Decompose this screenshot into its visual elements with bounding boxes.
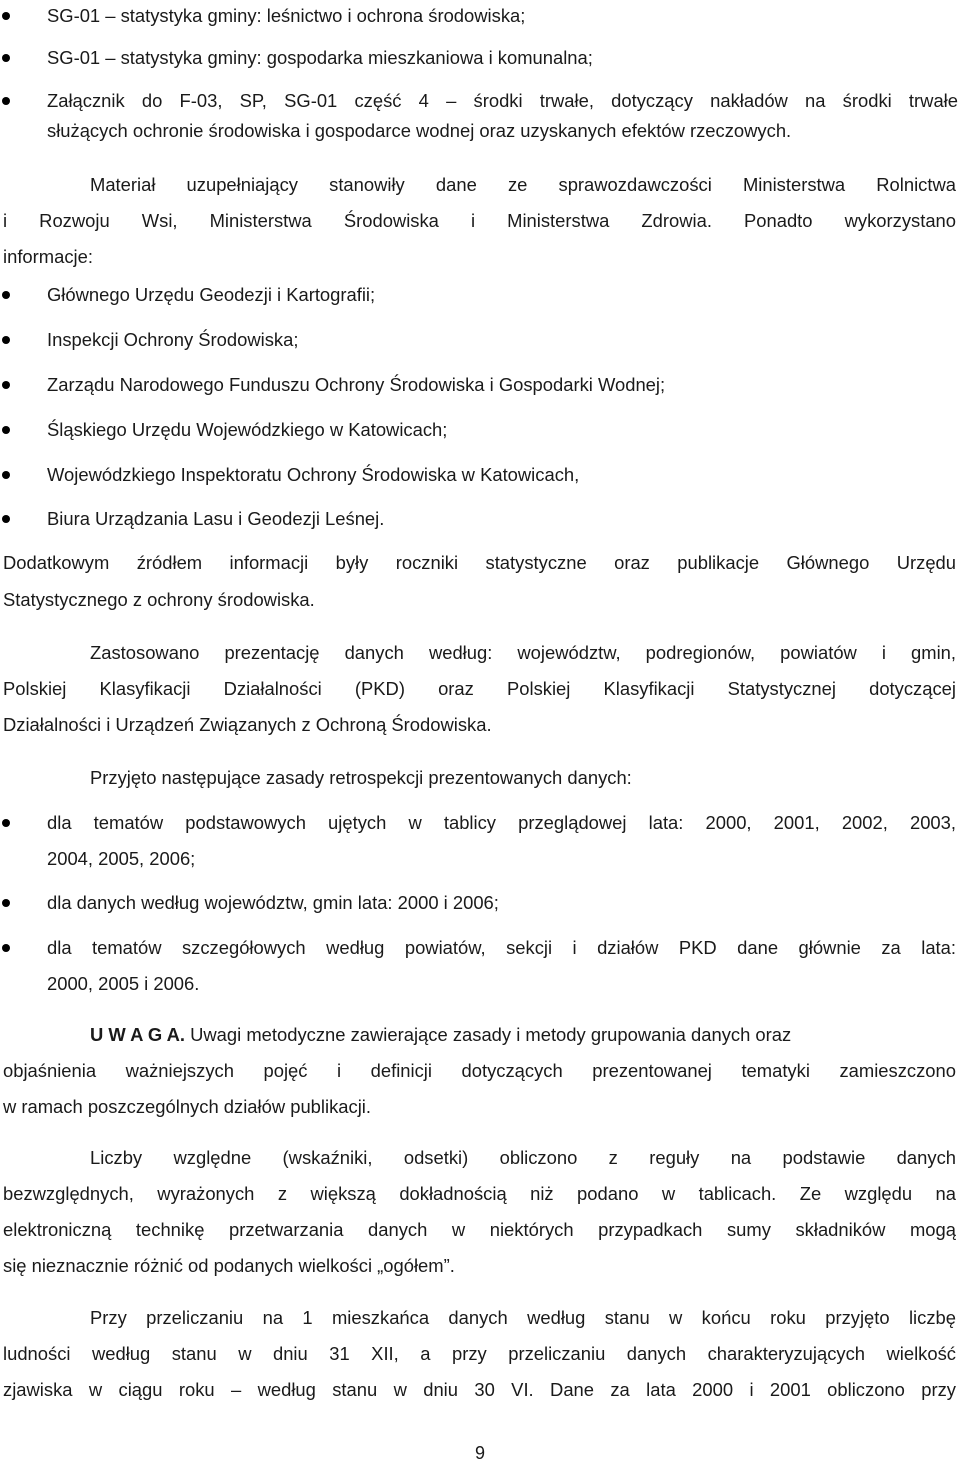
bullet-dot [2, 515, 10, 523]
paragraph-line: objaśnienia ważniejszych pojęć i definicji dotyczących prezentowanej tematyki zamieszczono [3, 1060, 956, 1081]
paragraph-line: elektroniczną technikę przetwarzania danych w niektórych przypadkach sumy składników mogą [3, 1219, 956, 1240]
retro-item: dla tematów podstawowych ujętych w tablicy przeglądowej lata: 2000, 2001, 2002, 2003, [47, 812, 956, 833]
bullet-dot [2, 426, 10, 434]
bullet-dot [2, 12, 10, 20]
page-number: 9 [474, 1443, 485, 1463]
bullet-dot [2, 471, 10, 479]
bullet-text: SG-01 – statystyka gminy: leśnictwo i ochrona środowiska; [47, 5, 526, 26]
bullet-dot [2, 944, 10, 952]
paragraph-line: Statystycznego z ochrony środowiska. [3, 589, 315, 610]
retro-item: dla tematów szczegółowych według powiatów, sekcji i działów PKD dane głównie za lata: [47, 937, 956, 958]
bullet-text: SG-01 – statystyka gminy: gospodarka mieszkaniowa i komunalna; [47, 47, 593, 68]
retro-item: dla danych według województw, gmin lata: 2000 i 2006; [47, 892, 499, 913]
paragraph-line: i Rozwoju Wsi, Ministerstwa Środowiska i Ministerstwa Zdrowia. Ponadto wykorzystano [3, 210, 956, 231]
bullet-dot [2, 54, 10, 62]
paragraph-line: Materiał uzupełniający stanowiły dane ze sprawozdawczości Ministerstwa Rolnictwa [90, 174, 956, 195]
bullet-dot [2, 97, 10, 105]
paragraph-line: Dodatkowym źródłem informacji były roczniki statystyczne oraz publikacje Głównego Urzędu [3, 552, 956, 573]
paragraph-line: Przyjęto następujące zasady retrospekcji prezentowanych danych: [90, 767, 632, 788]
paragraph-text: Uwagi metodyczne zawierające zasady i metody grupowania danych oraz [185, 1024, 792, 1045]
paragraph-line: Polskiej Klasyfikacji Działalności (PKD) oraz Polskiej Klasyfikacji Statystycznej dotyczącej [3, 678, 956, 699]
paragraph-line: Liczby względne (wskaźniki, odsetki) obliczono z reguły na podstawie danych [90, 1147, 956, 1168]
paragraph-line: w ramach poszczególnych działów publikacji. [3, 1096, 371, 1117]
bullet-dot [2, 899, 10, 907]
bullet-dot [2, 336, 10, 344]
source-item: Inspekcji Ochrony Środowiska; [47, 329, 299, 350]
source-item: Wojewódzkiego Inspektoratu Ochrony Środowiska w Katowicach, [47, 464, 580, 485]
paragraph-line: Zastosowano prezentację danych według: województw, podregionów, powiatów i gmin, [90, 642, 956, 663]
source-item: Biura Urządzania Lasu i Geodezji Leśnej. [47, 508, 385, 529]
uwaga-paragraph-first-line [90, 1024, 956, 1046]
source-item: Śląskiego Urzędu Wojewódzkiego w Katowicach; [47, 419, 448, 440]
source-item: Głównego Urzędu Geodezji i Kartografii; [47, 284, 376, 305]
paragraph-line: bezwzględnych, wyrażonych z większą dokładnością niż podano w tablicach. Ze względu na [3, 1183, 956, 1204]
source-item: Zarządu Narodowego Funduszu Ochrony Środowiska i Gospodarki Wodnej; [47, 374, 666, 395]
paragraph-line: ludności według stanu w dniu 31 XII, a przy przeliczaniu danych charakteryzujących wielkość [3, 1343, 956, 1364]
uwaga-label: U W A G A. [90, 1024, 186, 1045]
bullet-text-continued: służących ochronie środowiska i gospodarce wodnej oraz uzyskanych efektów rzeczowych. [47, 120, 792, 141]
retro-item-continued: 2004, 2005, 2006; [47, 848, 196, 869]
paragraph-line: zjawiska w ciągu roku – według stanu w dniu 30 VI. Dane za lata 2000 i 2001 obliczono przy [3, 1379, 956, 1400]
paragraph-line: Przy przeliczaniu na 1 mieszkańca danych według stanu w końcu roku przyjęto liczbę [90, 1307, 956, 1328]
bullet-dot [2, 291, 10, 299]
bullet-dot [2, 381, 10, 389]
paragraph-line: informacje: [3, 246, 93, 267]
paragraph-line: Działalności i Urządzeń Związanych z Ochroną Środowiska. [3, 714, 492, 735]
bullet-text: Załącznik do F-03, SP, SG-01 część 4 – środki trwałe, dotyczący nakładów na środki trwałe [47, 90, 958, 111]
retro-item-continued: 2000, 2005 i 2006. [47, 973, 200, 994]
bullet-dot [2, 819, 10, 827]
paragraph-line: się nieznacznie różnić od podanych wielkości „ogółem”. [3, 1255, 455, 1276]
